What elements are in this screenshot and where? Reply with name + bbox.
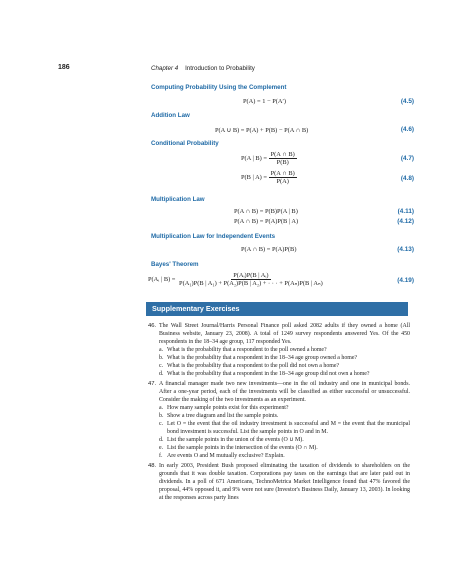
formula-4-11: P(A ∩ B) = P(B)P(A | B) <box>234 208 298 215</box>
exercise-item <box>159 436 410 444</box>
formula-4-19-denominator: P(A₁)P(B | A₁) + P(A₂)P(B | A₂) + · · · + P(Aₙ)P(B | Aₙ) <box>179 280 323 287</box>
item-text: What is the probability that a respondent in the 18–34 age group did not own a home? <box>167 371 370 377</box>
exercise-item <box>159 444 410 452</box>
eq-number-4-8: (4.8) <box>400 175 414 182</box>
item-letter: b. <box>159 355 164 361</box>
formula-4-7-lhs: P(A | B) = <box>241 154 268 162</box>
exercise-46 <box>148 322 410 378</box>
page-header <box>58 64 434 76</box>
exercise-item <box>159 362 410 370</box>
exercise-item <box>159 420 410 436</box>
formula-4-7-fraction <box>269 151 297 166</box>
eq-number-4-13: (4.13) <box>397 246 414 253</box>
exercise-number: 48. <box>148 463 157 469</box>
item-letter: c. <box>159 421 164 427</box>
item-text: Show a tree diagram and list the sample points. <box>167 413 279 419</box>
item-text: What is the probability that a respondent to the poll owned a home? <box>167 347 327 353</box>
formula-4-6: P(A ∪ B) = P(A) + P(B) − P(A ∩ B) <box>215 127 309 134</box>
chapter-label <box>151 65 255 72</box>
eq-number-4-7: (4.7) <box>400 155 414 162</box>
item-text: List the sample points in the union of the events (O ∪ M). <box>167 437 304 443</box>
section-multiplication-law: Multiplication Law <box>151 196 205 203</box>
eq-number-4-5: (4.5) <box>400 98 414 105</box>
formula-4-19 <box>148 272 325 287</box>
formula-4-7-numerator: P(A ∩ B) <box>270 151 295 158</box>
item-letter: d. <box>159 437 164 443</box>
exercise-text: In early 2003, President Bush proposed eliminating the taxation of dividends to shareholders on the grounds that it was double taxation. Corporations pay taxes on the earnings that are later paid out in dividends. In a poll of 671 Americans, TechnoMetrica Market Intelligence found that 47% favored the proposal, 44% opposed it, and 9% were not sure (Investor's Business Daily, January 13, 2003). In looking at the responses across party lines <box>159 463 410 501</box>
formula-4-7-denominator: P(B) <box>276 159 289 166</box>
exercise-47 <box>148 380 410 460</box>
page-number: 186 <box>58 64 70 71</box>
section-independent-events: Multiplication Law for Independent Events <box>151 233 276 240</box>
exercise-item <box>159 404 410 412</box>
formula-4-7 <box>241 151 297 166</box>
formula-4-12: P(A ∩ B) = P(A)P(B | A) <box>234 218 299 225</box>
exercise-item <box>159 412 410 420</box>
item-text: What is the probability that a respondent in the 18–34 age group owned a home? <box>167 355 358 361</box>
supplementary-exercises-banner: Supplementary Exercises <box>146 302 408 316</box>
eq-number-4-19: (4.19) <box>397 277 414 284</box>
section-bayes-theorem: Bayes' Theorem <box>151 261 199 268</box>
item-text: What is the probability that a respondent to the poll did not own a home? <box>167 363 340 369</box>
item-letter: d. <box>159 371 164 377</box>
eq-number-4-11: (4.11) <box>397 208 414 215</box>
eq-number-4-12: (4.12) <box>397 218 414 225</box>
formula-4-13: P(A ∩ B) = P(A)P(B) <box>241 246 297 253</box>
item-letter: e. <box>159 445 164 451</box>
exercise-number: 47. <box>148 381 157 387</box>
exercise-item <box>159 452 410 460</box>
formula-4-19-numerator: P(Aᵢ)P(B | Aᵢ) <box>233 272 269 279</box>
exercise-text: A financial manager made two new investments—one in the oil industry and one in municipal bonds. After a one-year period, each of the investments will be classified as either successful or unsuccessful. Consider the making of the two investments as an experiment. <box>159 381 410 403</box>
eq-number-4-6: (4.6) <box>400 126 414 133</box>
item-text: Let O = the event that the oil industry investment is successful and M = the event that the municipal bond investment is successful. List the sample points in O and in M. <box>167 421 410 435</box>
item-letter: a. <box>159 347 164 353</box>
exercise-item <box>159 354 410 362</box>
formula-4-8-denominator: P(A) <box>276 178 289 185</box>
exercise-number: 46. <box>148 323 157 329</box>
exercise-item <box>159 370 410 378</box>
exercise-48 <box>148 462 410 502</box>
chapter-number: Chapter 4 <box>151 65 179 72</box>
formula-4-8-numerator: P(A ∩ B) <box>270 170 295 177</box>
formula-4-19-lhs: P(Aᵢ | B) = <box>148 275 176 283</box>
item-letter: f. <box>159 453 163 459</box>
formula-4-8-fraction <box>269 170 297 185</box>
section-complement: Computing Probability Using the Complement <box>151 84 287 91</box>
item-text: List the sample points in the intersection of the events (O ∩ M). <box>167 445 318 451</box>
item-letter: a. <box>159 405 164 411</box>
exercise-list <box>148 322 410 504</box>
item-text: Are events O and M mutually exclusive? Explain. <box>167 453 285 459</box>
item-letter: c. <box>159 363 164 369</box>
section-addition-law: Addition Law <box>151 112 190 119</box>
section-conditional-probability: Conditional Probability <box>151 140 219 147</box>
formula-4-5: P(A) = 1 − P(A′) <box>243 98 287 105</box>
exercise-item <box>159 346 410 354</box>
formula-4-8 <box>241 170 297 185</box>
chapter-title: Introduction to Probability <box>185 65 255 72</box>
item-text: How many sample points exist for this experiment? <box>167 405 289 411</box>
formula-4-19-fraction <box>177 272 325 287</box>
item-letter: b. <box>159 413 164 419</box>
exercise-text: The Wall Street Journal/Harris Personal Finance poll asked 2082 adults if they owned a home (All Business website, January 23, 2008). A total of 1249 survey respondents answered Yes. Of the 450 respondents in the 18–34 age group, 117 responded Yes. <box>159 323 410 345</box>
formula-4-8-lhs: P(B | A) = <box>241 173 268 181</box>
